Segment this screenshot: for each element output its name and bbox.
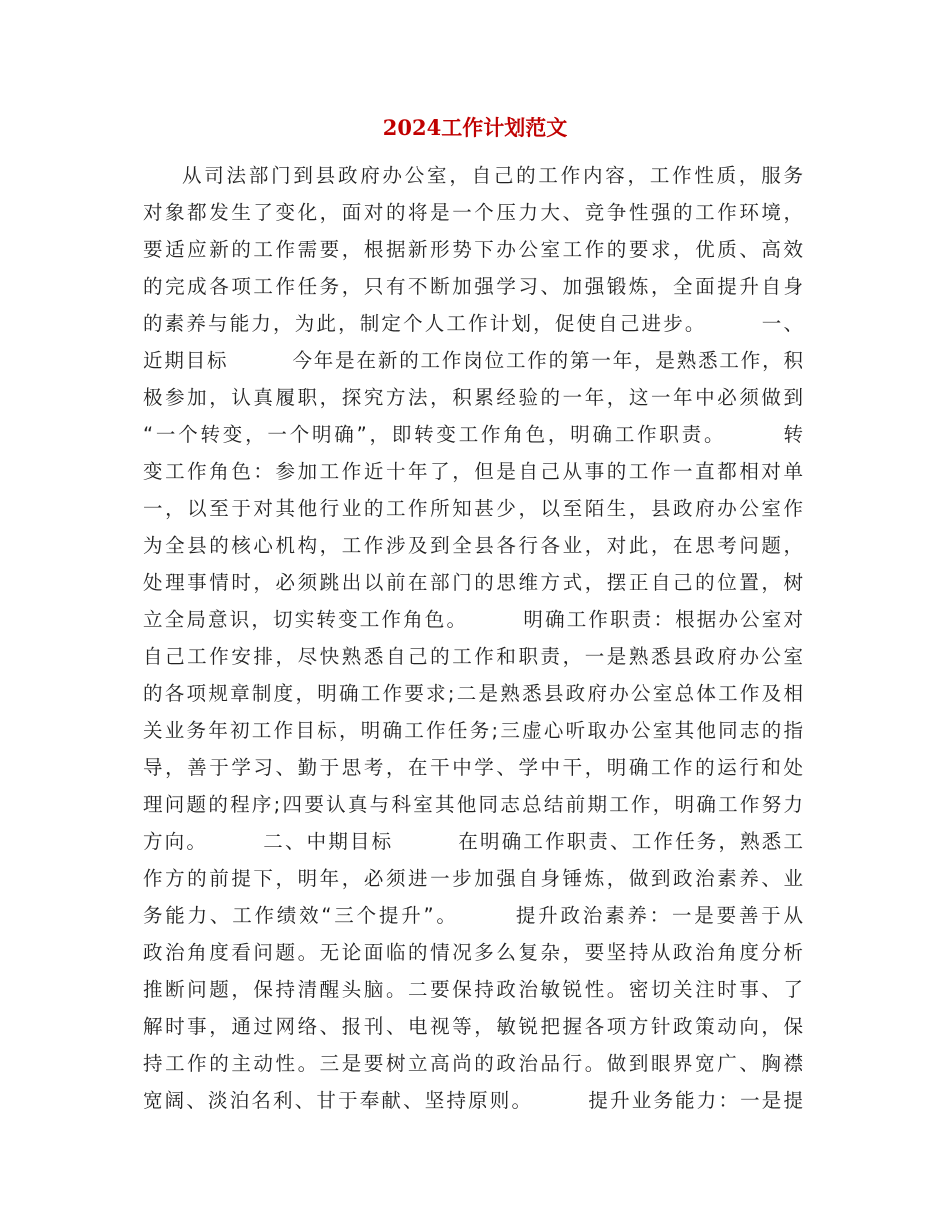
body-line: 处理事情时，必须跳出以前在部门的思维方式，摆正自己的位置，树 [143, 571, 803, 594]
body-line: 解时事，通过网络、报刊、电视等，敏锐把握各项方针政策动向，保 [143, 1015, 803, 1038]
body-line: 作方的前提下，明年，必须进一步加强自身锤炼，做到政治素养、业 [143, 867, 803, 890]
body-line: 极参加，认真履职，探究方法，积累经验的一年，这一年中必须做到 [143, 386, 803, 409]
body-line: 持工作的主动性。三是要树立高尚的政治品行。做到眼界宽广、胸襟 [143, 1052, 803, 1075]
body-line: 一，以至于对其他行业的工作所知甚少，以至陌生，县政府办公室作 [143, 497, 803, 520]
body-line: 的各项规章制度，明确工作要求;二是熟悉县政府办公室总体工作及相 [143, 682, 803, 705]
document-title: 2024工作计划范文 [382, 115, 568, 140]
body-line: 从司法部门到县政府办公室，自己的工作内容，工作性质，服务 [182, 164, 803, 187]
body-line: 的素养与能力，为此，制定个人工作计划，促使自己进步。 一、 [143, 312, 803, 335]
body-line: 立全局意识，切实转变工作角色。 明确工作职责：根据办公室对 [143, 608, 803, 631]
body-line: 推断问题，保持清醒头脑。二要保持政治敏锐性。密切关注时事、了 [143, 978, 803, 1001]
body-line: 政治角度看问题。无论面临的情况多么复杂，要坚持从政治角度分析 [143, 941, 803, 964]
body-line: 关业务年初工作目标，明确工作任务;三虚心听取办公室其他同志的指 [143, 719, 803, 742]
body-line: 务能力、工作绩效“三个提升”。 提升政治素养：一是要善于从 [143, 904, 803, 927]
body-line: 为全县的核心机构，工作涉及到全县各行各业，对此，在思考问题， [143, 534, 803, 557]
body-line: 近期目标 今年是在新的工作岗位工作的第一年，是熟悉工作，积 [143, 349, 803, 372]
body-line: 自己工作安排，尽快熟悉自己的工作和职责，一是熟悉县政府办公室 [143, 645, 803, 668]
body-line: “一个转变，一个明确”，即转变工作角色，明确工作职责。 转 [143, 423, 803, 446]
body-line: 宽阔、淡泊名利、甘于奉献、坚持原则。 提升业务能力：一是提 [143, 1089, 803, 1112]
body-line: 方向。 二、中期目标 在明确工作职责、工作任务，熟悉工 [143, 830, 803, 853]
body-line: 理问题的程序;四要认真与科室其他同志总结前期工作，明确工作努力 [143, 793, 803, 816]
body-line: 的完成各项工作任务，只有不断加强学习、加强锻炼，全面提升自身 [143, 275, 803, 298]
body-line: 对象都发生了变化，面对的将是一个压力大、竞争性强的工作环境， [143, 201, 803, 224]
body-line: 要适应新的工作需要，根据新形势下办公室工作的要求，优质、高效 [143, 238, 803, 261]
document-body [143, 157, 803, 1119]
body-line: 导，善于学习、勤于思考，在干中学、学中干，明确工作的运行和处 [143, 756, 803, 779]
body-line: 变工作角色：参加工作近十年了，但是自己从事的工作一直都相对单 [143, 460, 803, 483]
